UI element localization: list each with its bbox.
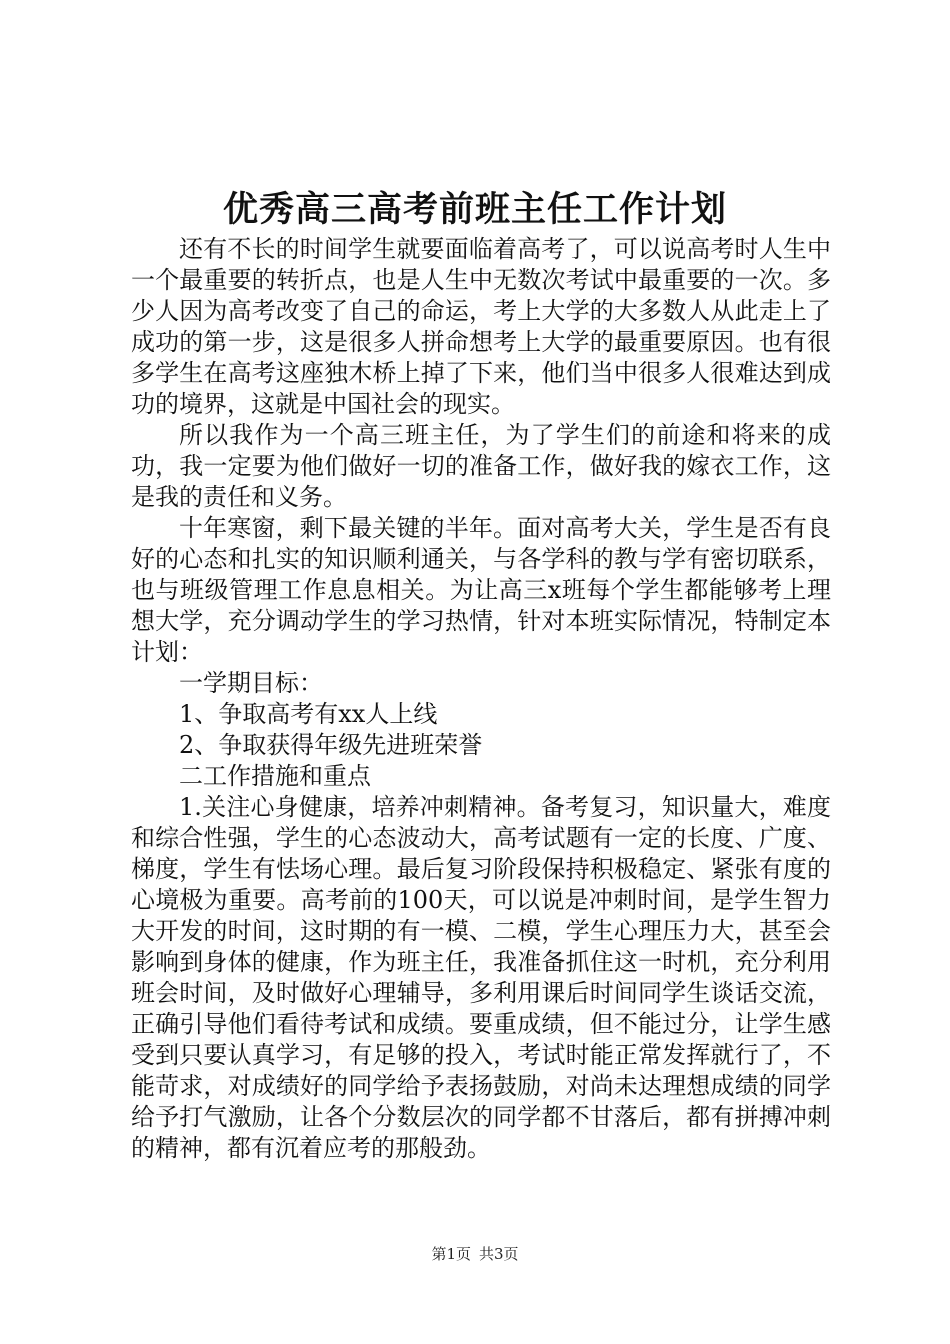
paragraph-background: 十年寒窗，剩下最关键的半年。面对高考大关，学生是否有良好的心态和扎实的知识顺利通关，与各学科的教与学有密切联系，也与班级管理工作息息相关。为让高三x班每个学生都能够考上理想大学，充分调动学生的学习热情，针对本班实际情况，特制定本计划： — [131, 514, 831, 666]
page-footer — [0, 1244, 950, 1264]
section-heading-goals: 一学期目标： — [179, 669, 323, 697]
goal-item-1: 1、争取高考有xx人上线 — [179, 700, 438, 728]
paragraph-intro: 还有不长的时间学生就要面临着高考了，可以说高考时人生中一个最重要的转折点，也是人生中无数次考试中最重要的一次。多少人因为高考改变了自己的命运，考上大学的大多数人从此走上了成功的第一步，这是很多人拼命想考上大学的最重要原因。也有很多学生在高考这座独木桥上掉了下来，他们当中很多人很难达到成功的境界，这就是中国社会的现实。 — [131, 235, 831, 418]
goal-item-2: 2、争取获得年级先进班荣誉 — [179, 731, 483, 759]
measure-item-1: 1.关注心身健康，培养冲刺精神。备考复习，知识量大，难度和综合性强，学生的心态波动大，高考试题有一定的长度、广度、梯度，学生有怯场心理。最后复习阶段保持积极稳定、紧张有度的心境极为重要。高考前的100天，可以说是冲刺时间，是学生智力大开发的时间，这时期的有一模、二模，学生心理压力大，甚至会影响到身体的健康，作为班主任，我准备抓住这一时机，充分利用班会时间，及时做好心理辅导，多利用课后时间同学生谈话交流，正确引导他们看待考试和成绩。要重成绩，但不能过分，让学生感受到只要认真学习，有足够的投入，考试时能正常发挥就行了，不能苛求，对成绩好的同学给予表扬鼓励，对尚未达理想成绩的同学给予打气激励，让各个分数层次的同学都不甘落后，都有拼搏冲刺的精神，都有沉着应考的那般劲。 — [131, 793, 831, 1162]
page-title: 优秀高三高考前班主任工作计划 — [222, 189, 727, 230]
page-count: 共3页 — [479, 1245, 519, 1263]
page-number: 第1页 — [431, 1245, 471, 1263]
document-body — [131, 234, 831, 1164]
paragraph-responsibility: 所以我作为一个高三班主任，为了学生们的前途和将来的成功，我一定要为他们做好一切的准备工作，做好我的嫁衣工作，这是我的责任和义务。 — [131, 421, 831, 511]
section-heading-measures: 二工作措施和重点 — [179, 762, 371, 790]
